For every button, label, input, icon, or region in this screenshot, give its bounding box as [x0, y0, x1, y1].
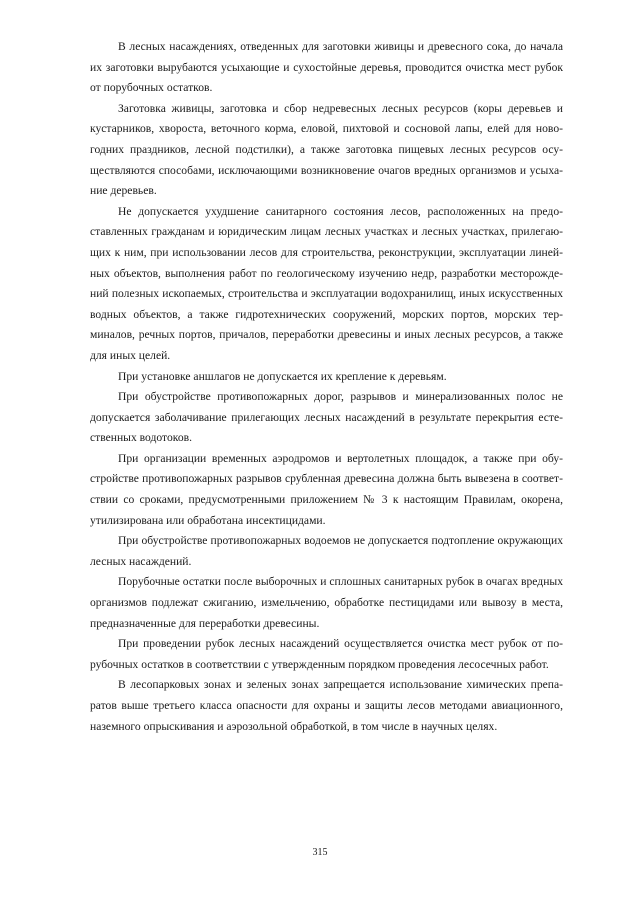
paragraph-7: При обустройстве противопожарных водоемов не допускается подтопление окружающих лесных насаждений. [90, 534, 563, 568]
paragraph-4: При установке аншлагов не допускается их крепление к деревьям. [118, 369, 447, 383]
paragraph-6: При организации временных аэродромов и вертолетных площадок, а также при обустройстве противопожарных разрывов срубленная древесина должна быть вывезена в соответствии со сроками, предусмотренными приложением № 3 к настоящим Правилам, окорена, утилизирована или обработана инсектицидами. [90, 451, 563, 527]
paragraph-1: В лесных насаждениях, отведенных для заготовки живицы и древесного сока, до начала их заготовки вырубаются усыхающие и сухостойные деревья, проводится очистка мест рубок от порубочных остатков. [90, 40, 563, 95]
paragraph-3: Не допускается ухудшение санитарного состояния лесов, расположенных на предоставленных гражданам и юридическим лицам лесных участках и лесных участках, прилегающих к ним, при использовании лесов для строительства, реконструкции, эксплуатации линейных объектов, выполнения работ по геологическому изучению недр, разработки месторождений полезных ископаемых, строительства и эксплуатации водохранилищ, иных искусственных водных объектов, а также гидротехнических сооружений, морских портов, морских терминалов, речных портов, причалов, переработки древесины и иных лесных ресурсов, а также для иных целей. [90, 204, 563, 362]
page-number: 315 [312, 847, 328, 858]
paragraph-5: При обустройстве противопожарных дорог, разрывов и минерализованных полос не допускается заболачивание прилегающих лесных насаждений в результате перекрытия естественных водотоков. [90, 390, 563, 445]
paragraph-9: При проведении рубок лесных насаждений осуществляется очистка мест рубок от порубочных остатков в соответствии с утвержденным порядком проведения лесосечных работ. [90, 637, 563, 671]
paragraph-8: Порубочные остатки после выборочных и сплошных санитарных рубок в очагах вредных организмов подлежат сжиганию, измельчению, обработке пестицидами или вывозу в места, предназначенные для переработки древесины. [90, 575, 563, 630]
paragraph-2: Заготовка живицы, заготовка и сбор недревесных лесных ресурсов (коры деревьев и кустарников, хвороста, веточного корма, еловой, пихтовой и сосновой лапы, елей для новогодних праздников, лесной подстилки), а также заготовка пищевых лесных ресурсов осуществляются способами, исключающими возникновение очагов вредных организмов и усыхание деревьев. [90, 101, 563, 198]
paragraph-10: В лесопарковых зонах и зеленых зонах запрещается использование химических препаратов выше третьего класса опасности для охраны и защиты лесов методами авиационного, наземного опрыскивания и аэрозольной обработкой, в том числе в научных целях. [90, 678, 563, 733]
document-body [90, 37, 563, 737]
